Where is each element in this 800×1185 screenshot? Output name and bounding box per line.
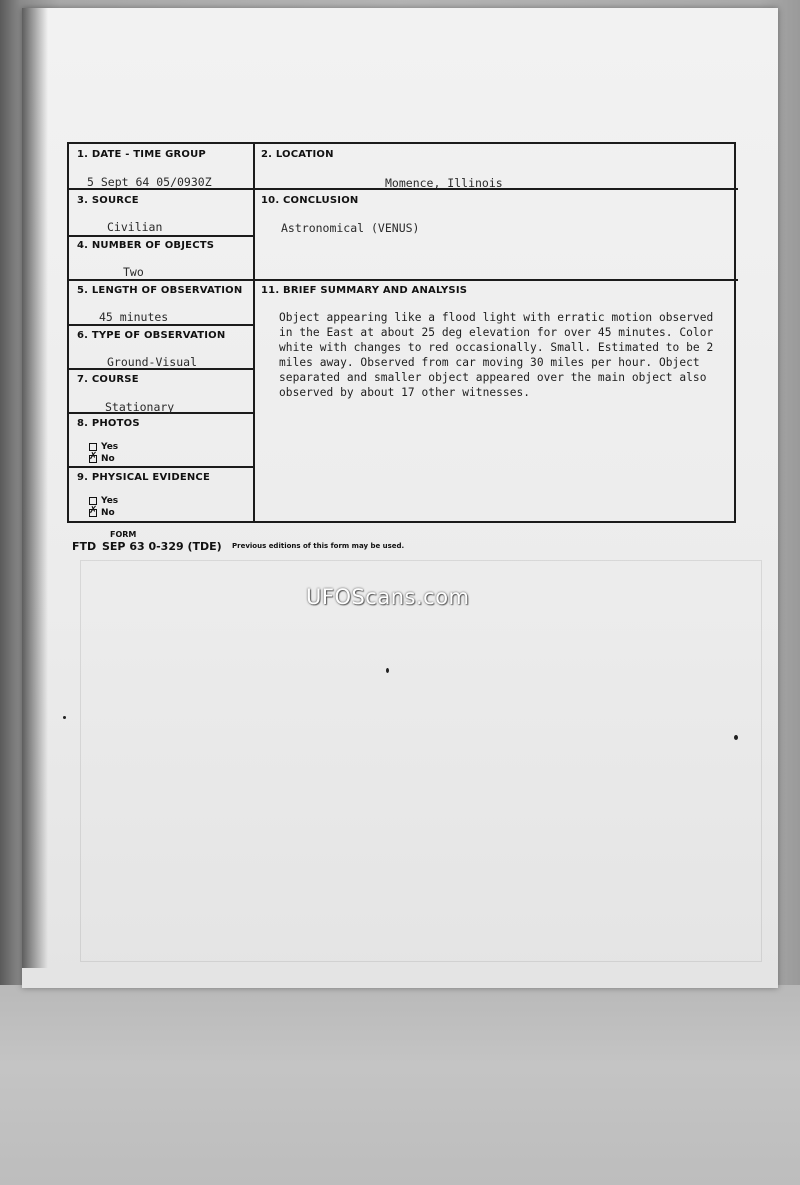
- physical-evidence-yes-option: Yes: [89, 496, 118, 506]
- checked-checkbox: [89, 455, 97, 463]
- sheet-shadow-edge: [22, 8, 48, 968]
- form-number: SEP 63 0-329 (TDE): [102, 540, 222, 553]
- dust-speck: [734, 735, 738, 740]
- photos-no-option: ✗No: [89, 454, 115, 464]
- form-prefix: FTD: [72, 540, 97, 553]
- length-of-observation-label: 5. LENGTH OF OBSERVATION: [77, 285, 243, 296]
- course-label: 7. COURSE: [77, 374, 139, 385]
- bleed-through-frame: [80, 560, 762, 962]
- number-of-objects-label: 4. NUMBER OF OBJECTS: [77, 240, 215, 251]
- type-of-observation-value: Ground-Visual: [107, 355, 198, 369]
- lower-paper-strip: [0, 985, 800, 1185]
- project-record-card: [67, 142, 736, 523]
- conclusion-label: 10. CONCLUSION: [261, 195, 359, 206]
- physical-evidence-label: 9. PHYSICAL EVIDENCE: [77, 472, 210, 483]
- row-divider: [69, 324, 253, 326]
- photos-label: 8. PHOTOS: [77, 418, 140, 429]
- photos-yes-option: Yes: [89, 442, 118, 452]
- form-word: FORM: [110, 530, 137, 539]
- length-of-observation-value: 45 minutes: [99, 310, 169, 324]
- physical-evidence-no-option: ✗No: [89, 508, 115, 518]
- conclusion-value: Astronomical (VENUS): [281, 221, 420, 235]
- location-label: 2. LOCATION: [261, 149, 334, 160]
- row-divider: [69, 279, 738, 281]
- date-time-group-value: 5 Sept 64 05/0930Z: [87, 175, 212, 189]
- source-value: Civilian: [107, 220, 163, 234]
- date-time-group-label: 1. DATE - TIME GROUP: [77, 149, 206, 160]
- column-divider: [253, 144, 255, 521]
- row-divider: [69, 235, 253, 237]
- watermark: UFOScans.com: [306, 585, 470, 609]
- checkbox: [89, 497, 97, 505]
- summary-label: 11. BRIEF SUMMARY AND ANALYSIS: [261, 285, 468, 296]
- number-of-objects-value: Two: [123, 265, 144, 279]
- form-note: Previous editions of this form may be used.: [232, 542, 405, 550]
- type-of-observation-label: 6. TYPE OF OBSERVATION: [77, 330, 226, 341]
- location-value: Momence, Illinois: [385, 176, 503, 190]
- course-value: Stationary: [105, 400, 175, 414]
- row-divider: [69, 466, 253, 468]
- checked-checkbox: [89, 509, 97, 517]
- checkbox: [89, 443, 97, 451]
- dust-speck: [386, 668, 389, 673]
- dust-speck: [63, 716, 66, 719]
- summary-text: Object appearing like a flood light with erratic motion observed in the East at about 25 deg elevation for over 45 minutes. Color white with changes to red occasionally. Small. Estimated to be 2 miles away. Observed from car moving 30 miles per hour. Object separated and smaller object appeared over the main object also observed by about 17 other witnesses.: [279, 311, 714, 399]
- source-label: 3. SOURCE: [77, 195, 139, 206]
